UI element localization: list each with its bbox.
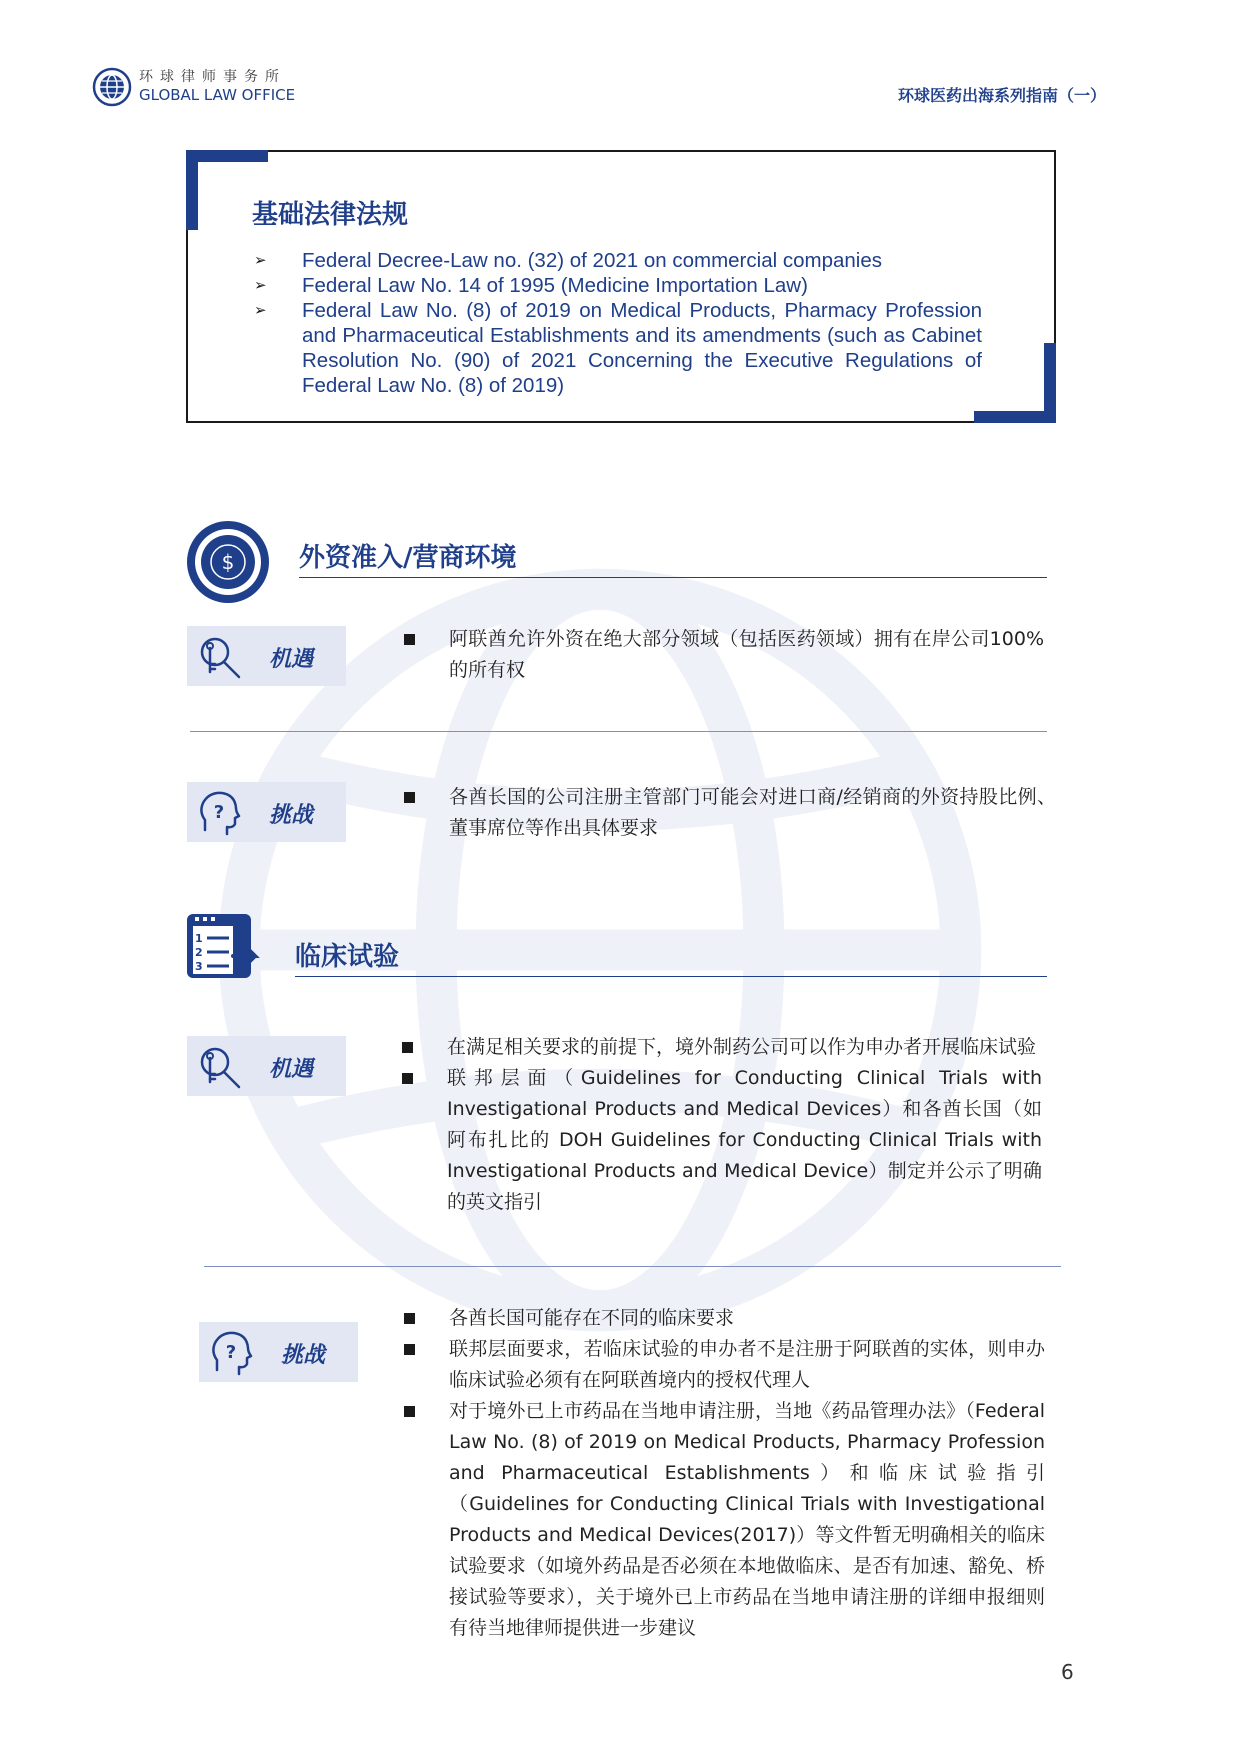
square-bullet-icon [404,1344,415,1355]
bullet-item [404,782,1056,844]
square-bullet-icon [404,1313,415,1324]
clinical-opportunity-list [402,1032,1042,1218]
bullet-text: 各酋长国可能存在不同的临床要求 [449,1307,735,1329]
divider [190,731,1047,732]
bullet-text: 联邦层面（Guidelines for Conducting Clinical Trials with Investigational Products and Medical Devices）和各酋长国（如阿布扎比的 DOH Guidelines for Conducting Clinical Trials with Investigational Products and Medical Device）制定并公示了明确的英文指引 [447,1067,1042,1213]
arrow-bullet-icon: ➢ [254,302,267,319]
svg-text:?: ? [213,802,225,823]
bullet-item [402,1063,1042,1218]
bullet-text: 联邦层面要求，若临床试验的申办者不是注册于阿联酋的实体，则申办临床试验必须有在阿联酋境内的授权代理人 [449,1338,1045,1391]
law-item [254,298,982,398]
section-underline [299,577,1047,578]
investment-opportunity-list [404,624,1044,686]
bullet-item [404,1334,1045,1396]
numbered-list-icon [185,912,265,982]
bullet-item [404,1396,1045,1644]
series-title: 环球医药出海系列指南（一） [897,86,1106,105]
bullet-item [404,1303,1045,1334]
dollar-coin-icon [185,519,271,605]
square-bullet-icon [404,634,415,645]
bullet-text: 阿联酋允许外资在绝大部分领域（包括医药领域）拥有在岸公司100%的所有权 [449,628,1044,681]
question-head-icon [207,1330,255,1376]
section-underline [295,976,1047,977]
bullet-item [402,1032,1042,1063]
bullet-text: 在满足相关要求的前提下，境外制药公司可以作为申办者开展临床试验 [447,1036,1037,1058]
clinical-challenge-list [404,1303,1045,1644]
law-item-text: Federal Law No. 14 of 1995 (Medicine Importation Law) [302,274,808,297]
tag-opportunity [187,626,346,686]
globe-icon [92,67,132,107]
investment-challenge-list [404,782,1056,844]
basic-laws-list [254,248,982,398]
logo-chinese-name: 环球律师事务所 [139,69,286,85]
tag-opportunity-label: 机遇 [269,1057,314,1082]
bullet-text: 各酋长国的公司注册主管部门可能会对进口商/经销商的外资持股比例、董事席位等作出具体要求 [449,786,1056,839]
law-item-text: Federal Decree-Law no. (32) of 2021 on commercial companies [302,249,882,272]
tag-opportunity-label: 机遇 [269,647,314,672]
corner-accent-bottom-right [974,343,1056,423]
key-search-icon [195,634,243,680]
svg-text:1: 1 [195,932,203,945]
section-title-investment: 外资准入/营商环境 [299,543,517,573]
square-bullet-icon [404,1406,415,1417]
basic-laws-title: 基础法律法规 [252,200,409,230]
square-bullet-icon [404,792,415,803]
page-number: 6 [1061,1660,1074,1684]
arrow-bullet-icon: ➢ [254,277,267,294]
tag-challenge-label: 挑战 [281,1343,326,1368]
svg-text:3: 3 [195,960,203,973]
tag-challenge-label: 挑战 [269,803,314,828]
square-bullet-icon [402,1073,413,1084]
question-head-icon [195,790,243,836]
tag-challenge [199,1322,358,1382]
svg-text:$: $ [221,550,235,574]
divider [204,1266,1061,1267]
tag-challenge [187,782,346,842]
arrow-bullet-icon: ➢ [254,252,267,269]
key-search-icon [195,1044,243,1090]
svg-text:?: ? [225,1342,237,1363]
law-item [254,273,982,298]
law-item [254,248,982,273]
section-title-clinical: 临床试验 [295,942,400,972]
logo-english-name: GLOBAL LAW OFFICE [139,86,296,104]
law-item-text: Federal Law No. (8) of 2019 on Medical Products, Pharmacy Profession and Pharmaceutical Establishments and its amendments (such as Cabinet Resolution No. (90) of 2021 Concerning the Executive Regulations of Federal Law No. (8) of 2019) [302,299,982,397]
basic-laws-box [186,150,1056,423]
bullet-item [404,624,1044,686]
svg-text:2: 2 [195,946,203,959]
bullet-text: 对于境外已上市药品在当地申请注册，当地《药品管理办法》（Federal Law No. (8) of 2019 on Medical Products, Pharmacy Profession and Pharmaceutical Establishments）和临床试验指引（Guidelines for Conducting Clinical Trials with Investigational Products and Medical Devices(2017)）等文件暂无明确相关的临床试验要求（如境外药品是否必须在本地做临床、是否有加速、豁免、桥接试验等要求），关于境外已上市药品在当地申请注册的详细申报细则有待当地律师提供进一步建议 [449,1400,1045,1639]
square-bullet-icon [402,1042,413,1053]
tag-opportunity [187,1036,346,1096]
